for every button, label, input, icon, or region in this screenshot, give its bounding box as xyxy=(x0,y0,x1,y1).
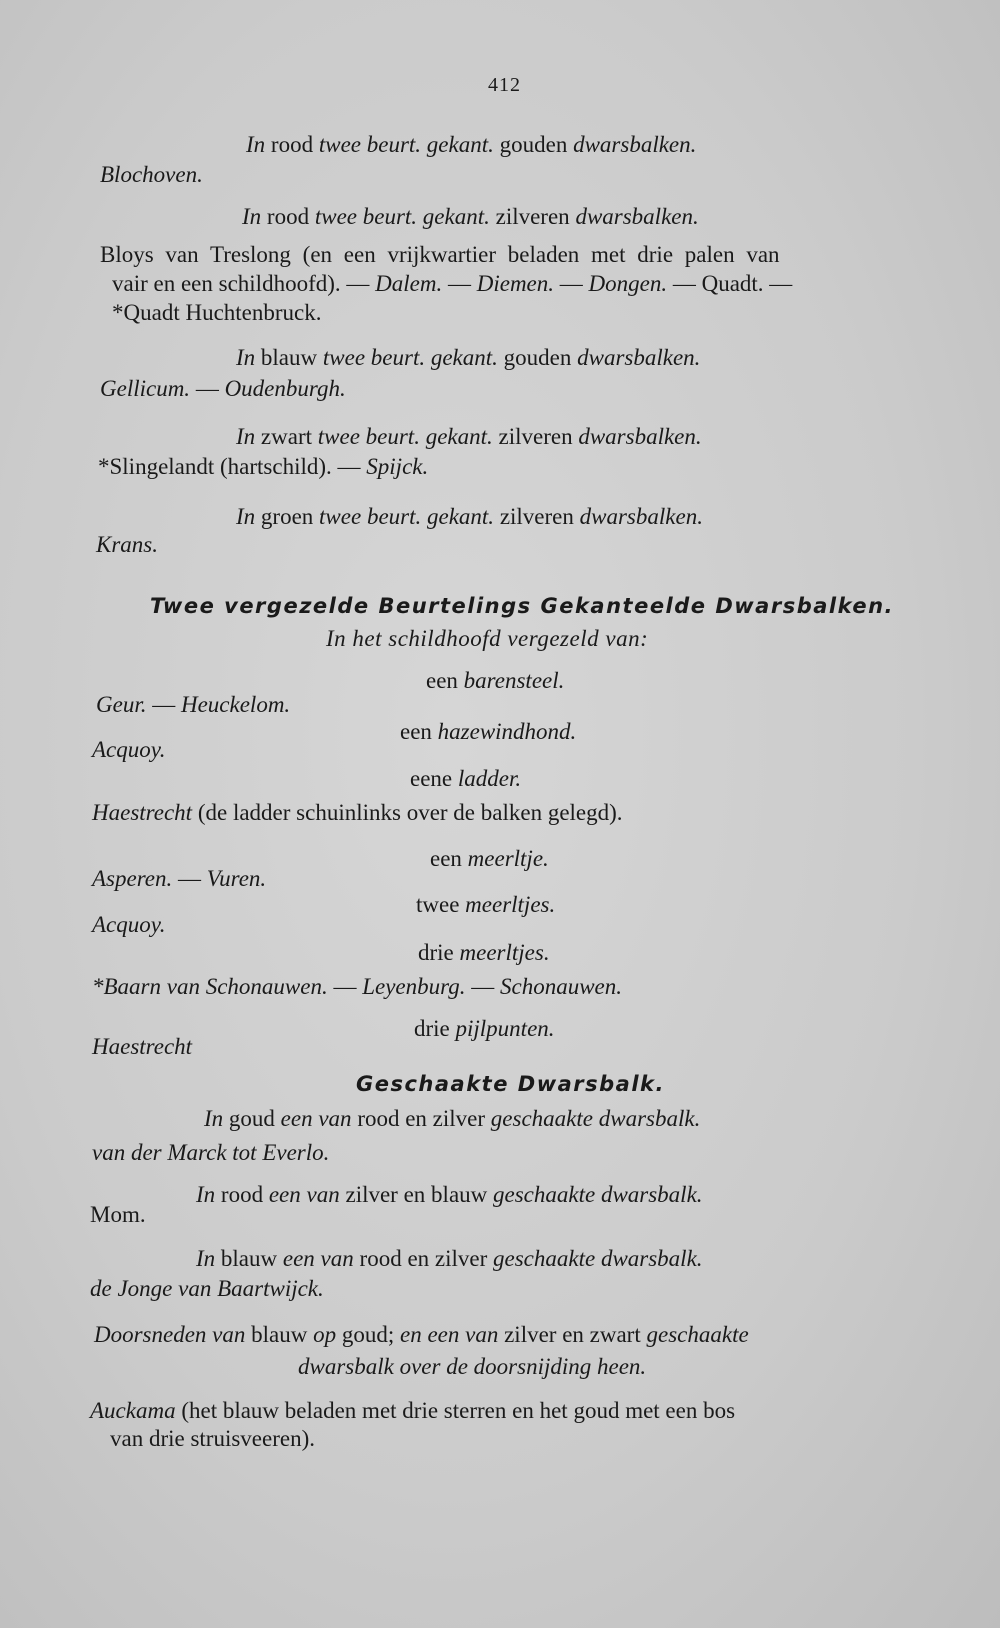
text-line: In het schildhoofd vergezeld van: xyxy=(326,626,649,651)
text-span: een van xyxy=(268,1182,340,1207)
text-span: — xyxy=(146,692,181,717)
text-span: dwarsbalken. xyxy=(578,424,702,449)
text-span: barensteel. xyxy=(463,668,565,693)
section-heading: Geschaakte Dwarsbalk. xyxy=(356,1072,665,1096)
text-line xyxy=(196,1246,703,1272)
text-span: zilver en blauw xyxy=(339,1182,494,1207)
text-span: — xyxy=(465,974,500,999)
text-span: meerltjes. xyxy=(465,892,556,917)
text-span: zilver en zwart xyxy=(498,1322,647,1347)
text-line: *Quadt Huchtenbruck. xyxy=(112,300,322,325)
text-span: drie xyxy=(418,940,460,965)
text-span: zilveren xyxy=(494,504,580,529)
text-line xyxy=(400,719,576,745)
text-span: (het blauw beladen met drie sterren en het goud met een bos xyxy=(175,1398,736,1423)
text-span: In xyxy=(204,1106,224,1131)
text-span: rood en zilver xyxy=(351,1106,491,1131)
text-span: — xyxy=(442,271,477,296)
text-span: geschaakte dwarsbalk. xyxy=(493,1182,703,1207)
text-span: een xyxy=(426,668,464,693)
text-line xyxy=(92,974,622,1000)
text-line: Krans. xyxy=(96,532,158,557)
text-line xyxy=(246,132,696,158)
text-span: ladder. xyxy=(457,766,522,791)
text-span: In xyxy=(196,1246,216,1271)
text-span: Gellicum. xyxy=(100,376,191,401)
text-span: gouden xyxy=(497,345,578,370)
text-span: dwarsbalken. xyxy=(575,204,699,229)
text-line xyxy=(236,504,703,530)
text-span: (de ladder schuinlinks over de balken gelegd). xyxy=(192,800,623,825)
text-span: dwarsbalken. xyxy=(577,345,701,370)
text-line xyxy=(430,846,549,872)
text-span: rood xyxy=(265,132,319,157)
text-line xyxy=(90,1398,735,1424)
text-span: twee beurt. gekant. xyxy=(318,132,494,157)
text-span: gouden xyxy=(493,132,574,157)
text-line xyxy=(100,376,346,402)
text-span: Diemen. xyxy=(476,271,555,296)
text-span: twee beurt. gekant. xyxy=(317,424,493,449)
text-span: *Baarn van Schonauwen. xyxy=(92,974,328,999)
text-span: eene xyxy=(410,766,458,791)
text-line: Acquoy. xyxy=(92,912,166,937)
text-line xyxy=(242,204,699,230)
text-line: dwarsbalk over de doorsnijding heen. xyxy=(298,1354,647,1379)
text-span: In xyxy=(236,424,256,449)
text-span: Auckama xyxy=(90,1398,176,1423)
text-span: geschaakte dwarsbalk. xyxy=(490,1106,701,1131)
text-span: Dalem. xyxy=(375,271,443,296)
text-span: zwart xyxy=(255,424,318,449)
text-span: blauw xyxy=(245,1322,314,1347)
text-line: Mom. xyxy=(90,1202,146,1227)
text-span: — xyxy=(172,866,207,891)
text-span: een xyxy=(430,846,468,871)
text-span: blauw xyxy=(215,1246,283,1271)
text-line: Blochoven. xyxy=(100,162,203,187)
text-span: geschaakte xyxy=(646,1322,749,1347)
text-span: In xyxy=(246,132,266,157)
page-number: 412 xyxy=(488,74,521,96)
text-span: In xyxy=(196,1182,216,1207)
text-line xyxy=(414,1016,555,1042)
text-span: In xyxy=(236,345,256,370)
text-span: Asperen. xyxy=(92,866,173,891)
text-span: rood xyxy=(261,204,315,229)
text-span: — xyxy=(327,974,363,999)
text-span: meerltjes. xyxy=(459,940,550,965)
text-line xyxy=(96,692,290,718)
text-span: meerltje. xyxy=(467,846,549,871)
text-span: Leyenburg. xyxy=(362,974,466,999)
text-span: Spijck. xyxy=(366,454,429,479)
text-line: van der Marck tot Everlo. xyxy=(92,1140,330,1165)
text-span: — xyxy=(554,271,589,296)
text-span: — xyxy=(190,376,225,401)
text-span: groen xyxy=(255,504,320,529)
text-line xyxy=(236,345,700,371)
text-line xyxy=(98,454,428,480)
text-line: Bloys van Treslong (en een vrijkwartier beladen met drie palen van xyxy=(100,242,780,267)
text-span: In xyxy=(236,504,256,529)
text-span: een van xyxy=(282,1246,354,1271)
text-span: hazewindhond. xyxy=(437,719,577,744)
text-span: Oudenburgh. xyxy=(224,376,346,401)
text-span: Dongen. xyxy=(588,271,668,296)
text-span: rood en zilver xyxy=(353,1246,494,1271)
text-line xyxy=(112,271,792,297)
text-span: geschaakte dwarsbalk. xyxy=(493,1246,703,1271)
text-line: van drie struisveeren). xyxy=(110,1426,316,1451)
text-span: Vuren. xyxy=(206,866,267,891)
text-span: rood xyxy=(215,1182,269,1207)
section-heading: Twee vergezelde Beurtelings Gekanteelde Dwarsbalken. xyxy=(150,594,894,618)
text-span: dwarsbalken. xyxy=(579,504,703,529)
text-line xyxy=(94,1322,749,1348)
text-span: pijlpunten. xyxy=(455,1016,555,1041)
text-span: goud xyxy=(223,1106,281,1131)
text-span: zilveren xyxy=(489,204,576,229)
text-span: Heuckelom. xyxy=(180,692,291,717)
text-span: blauw xyxy=(255,345,323,370)
text-span: zilveren xyxy=(492,424,579,449)
text-span: twee beurt. gekant. xyxy=(322,345,498,370)
text-line: Haestrecht xyxy=(92,1034,193,1059)
text-span: Doorsneden van xyxy=(94,1322,246,1347)
text-line xyxy=(196,1182,703,1208)
text-line xyxy=(204,1106,700,1132)
text-span: *Slingelandt (hartschild). — xyxy=(98,454,367,479)
text-span: twee xyxy=(416,892,466,917)
text-span: In xyxy=(242,204,262,229)
text-line xyxy=(236,424,702,450)
text-span: twee beurt. gekant. xyxy=(314,204,490,229)
text-line xyxy=(418,940,550,966)
text-line xyxy=(416,892,555,918)
text-line xyxy=(426,668,564,694)
text-span: — Quadt. — xyxy=(667,271,793,296)
text-span: Haestrecht xyxy=(92,800,193,825)
text-line: Acquoy. xyxy=(92,737,166,762)
text-line xyxy=(92,800,623,826)
text-span: en een van xyxy=(400,1322,499,1347)
text-span: dwarsbalken. xyxy=(573,132,697,157)
text-span: vair en een schildhoofd). — xyxy=(112,271,376,296)
text-span: goud; xyxy=(336,1322,400,1347)
text-span: een van xyxy=(280,1106,352,1131)
text-span: op xyxy=(313,1322,337,1347)
text-span: Geur. xyxy=(96,692,147,717)
text-line: de Jonge van Baartwijck. xyxy=(90,1276,324,1301)
text-span: Schonauwen. xyxy=(499,974,622,999)
text-line xyxy=(410,766,521,792)
text-line xyxy=(92,866,266,892)
text-span: drie xyxy=(414,1016,456,1041)
text-span: een xyxy=(400,719,438,744)
text-span: twee beurt. gekant. xyxy=(319,504,495,529)
